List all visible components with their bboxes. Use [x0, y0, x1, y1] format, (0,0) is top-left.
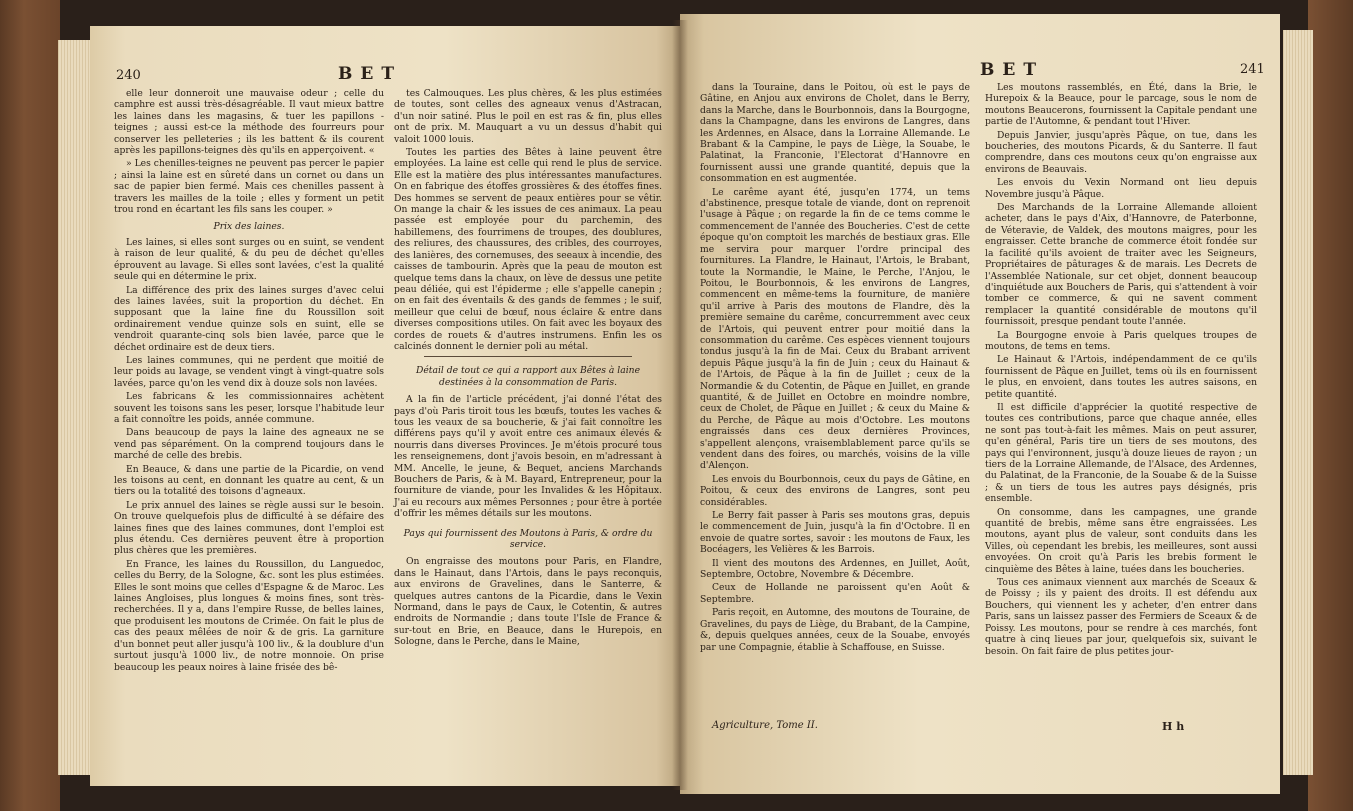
paragraph: On engraisse des moutons pour Paris, en Flandre, dans le Hainaut, dans l'Artois, dans le pays reconquis, aux environs de Gravelines, dans le Santerre, & quelques autres cantons de la Picardie, dans le Vexin Normand, dans le pays de Caux, le Cotentin, & autres endroits de Normandie ; dans toute l'Isle de France & sur-tout en Brie, en Beauce, dans le Hurepois, en Sologne, dans le Perche, dans le Maine, — [394, 556, 662, 648]
paragraph: Ceux de Hollande ne paroissent qu'en Août & Septembre. — [700, 582, 970, 605]
page-number: 240 — [116, 68, 141, 83]
text-column-2 — [394, 88, 662, 650]
paragraph: dans la Touraine, dans le Poitou, où est le pays de Gâtine, en Anjou aux environs de Cholet, dans le Berry, dans la Marche, dans le Bourbonnois, dans la Bourgogne, dans la Champagne, dans les environs de Langres, dans les Ardennes, en Alsace, dans la Lorraine Allemande. Le Brabant & la Campine, le pays de Liège, la Souabe, le Palatinat, la Franconie, l'Electorat d'Hannovre en fournissent aussi une grande quantité, depuis que la consommation en est augmentée. — [700, 82, 970, 185]
paragraph: Il vient des moutons des Ardennes, en Juillet, Août, Septembre, Octobre, Novembre & Décembre. — [700, 557, 970, 581]
section-heading: Pays qui fournissent des Moutons à Paris, & ordre du service. — [403, 527, 653, 551]
paragraph: tes Calmouques. Les plus chères, & les plus estimées de toutes, sont celles des agneaux venus d'Astracan, d'un noir satiné. Plus le poil en est ras & fin, plus elles ont de prix. M. Mauquart a vu un dessus d'habit qui valoit 1000 louis. — [394, 88, 662, 145]
paragraph: Les laines, si elles sont surges ou en suint, se vendent à raison de leur qualité, & du peu de déchet qu'elles éprouvent au lavage. Si elles sont lavées, c'est la qualité seule qui en détermine le prix. — [114, 236, 384, 283]
paragraph: En France, les laines du Roussillon, du Languedoc, celles du Berry, de la Sologne, &c. sont les plus estimées. Elles le sont moins que celles d'Espagne & de Maroc. Les laines Angloises, plus longues & moins fines, sont très-recherchées. Il y a, dans l'empire Russe, de belles laines, que produisent les moutons de Crimée. On fait le plus de cas des peaux mêlées de noir & de gris. La garniture d'un bonnet peut aller jusqu'à 100 liv., & la doublure d'un surtout jusqu'à 1000 liv., de notre monnoie. On prise beaucoup les peaux noires à laine frisée des bê- — [114, 558, 384, 673]
right-page — [680, 14, 1280, 794]
text-column-2 — [985, 82, 1257, 659]
text-column-1 — [114, 88, 384, 675]
page-footer: Agriculture, Tome II. — [712, 720, 818, 731]
paragraph: Les laines communes, qui ne perdent que moitié de leur poids au lavage, se vendent vingt à vingt-quatre sols lavées, parce qu'on les vend dix à douze sols non lavées. — [114, 354, 384, 389]
paragraph: » Les chenilles-teignes ne peuvent pas percer le papier ; ainsi la laine est en sûreté dans un cornet ou dans un sac de papier bien fermé. Mais ces chenilles passent à travers les mailles de la toile ; elles y forment un petit trou rond en écartant les fils sans les couper. » — [114, 158, 384, 216]
paragraph: Le carême ayant été, jusqu'en 1774, un tems d'abstinence, presque totale de viande, dont on reprenoit l'usage à Pâque ; on regarde la fin de ce tems comme le commencement de l'année des Boucheries. C'est de cette époque qu'on comptoit les marchés de bestiaux gras. Elle me servira pour marquer l'ordre principal des fournitures. La Flandre, le Hainaut, l'Artois, le Brabant, toute la Normandie, le Maine, le Perche, l'Anjou, le Poitou, le Bourbonnois, & les environs de Langres, commencent en même-tems la fourniture, de manière qu'il arrive à Paris des moutons de Flandre, dès la première semaine du carême, concurremment avec ceux de l'Artois, qui peuvent entrer pour moitié dans la consommation du carême. Ces espèces viennent toujours tondus jusqu'à la fin de Mai. Ceux du Brabant arrivent depuis Pâque jusqu'à la fin de Juin ; ceux du Hainaut & de l'Artois, de Pâque à la fin de Juillet ; ceux de la Normandie & du Cotentin, de Pâque en Juillet, en grande quantité, & de Juillet en Octobre en moindre nombre, ceux de Cholet, de Pâque en Juillet ; & ceux du Maine & du Perche, de Pâque au mois d'Octobre. Les moutons engraissés dans ces deux dernières Provinces, s'appellent alençons, vraisemblablement parce qu'ils se vendent dans des foires, ou marchés, voisins de la ville d'Alençon. — [700, 186, 970, 472]
paragraph: Le Hainaut & l'Artois, indépendamment de ce qu'ils fournissent de Pâque en Juillet, tems où ils en fournissent le plus, en envoient, dans toutes les autres saisons, en petite quantité. — [985, 354, 1257, 400]
running-head: BET — [980, 60, 1044, 80]
text-column-1 — [700, 82, 970, 655]
paragraph: Il est difficile d'apprécier la quotité respective de toutes ces contributions, parce que chaque année, elles ne sont pas tout-à-fait les mêmes. Mais on peut assurer, qu'en général, Paris tire un tiers de ses moutons, des pays qui l'environnent, jusqu'à douze lieues de rayon ; un tiers de la Lorraine Allemande, de l'Alsace, des Ardennes, du Palatinat, de la Franconie, de la Souabe & de la Suisse ; & un tiers de tous les autres pays désignés, pris ensemble. — [985, 401, 1257, 505]
section-heading: Prix des laines. — [213, 221, 285, 233]
paragraph: Depuis Janvier, jusqu'après Pâque, on tue, dans les boucheries, des moutons Picards, & du Santerre. Il faut comprendre, dans ces moutons ceux qu'on engraisse aux environs de Beauvais. — [985, 129, 1257, 175]
paragraph: Toutes les parties des Bêtes à laine peuvent être employées. La laine est celle qui rend le plus de service. Elle est la matière des plus intéressantes manufactures. On en fabrique des étoffes grossières & des étoffes fines. Des hommes se servent de peaux entières pour se vêtir. On mange la chair & les issues de ces animaux. La peau passée est employée pour du parchemin, des habillemens, des fourrimens de troupes, des doublures, des reliures, des chaussures, des cribles, des courroyes, des lanières, des cornemuses, des seeaux à incendie, des caisses de tambourin. Après que la peau de mouton est quelque tems dans la chaux, on lève de dessus une petite peau déliée, qui est l'épiderme ; elle s'appelle canepin ; on en fait des éventails & des gands de femmes ; le suif, meilleur que celui de bœuf, nous éclaire & entre dans diverses compositions utiles. On fait avec les boyaux des cordes de rouets & d'autres instrumens. Enfin les os calcinés donnent le dernier poli au métal. — [394, 147, 662, 352]
paragraph: La Bourgogne envoie à Paris quelques troupes de moutons, de tems en tems. — [985, 329, 1257, 352]
paragraph: Tous ces animaux viennent aux marchés de Sceaux & de Poissy ; ils y paient des droits. Il est défendu aux Bouchers, qui viennent les y acheter, d'en entrer dans Paris, sans un laissez passer des Fermiers de Sceaux & de Poissy. Les moutons, pour se rendre à ces marchés, font quatre à cinq lieues par jour, quelquefois six, suivant le besoin. On fait faire de plus petites jour- — [985, 577, 1257, 657]
paragraph: Les moutons rassemblés, en Été, dans la Brie, le Hurepoix & la Beauce, pour le parcage, sous le nom de moutons Beaucerons, fournissent la Capitale pendant une partie de l'Automne, & pendant tout l'Hiver. — [985, 82, 1257, 128]
page-edges-right — [1283, 30, 1313, 775]
running-head: BET — [338, 64, 402, 84]
book-cover-right — [1308, 0, 1353, 811]
paragraph: Des Marchands de la Lorraine Allemande alloient acheter, dans le pays d'Aix, d'Hannovre, de Paterbonne, de Véteravie, de Valdek, des moutons maigres, pour les engraisser. Cette branche de commerce étoit fondée sur la facilité qu'ils avoient de traiter avec les Seigneurs, Propriétaires de pâturages & de marais. Les Decrets de l'Assemblée Nationale, sur cet objet, donnent beaucoup d'inquiétude aux Bouchers de Paris, qui s'attendent à voir tomber ce commerce, & qui ne savent comment remplacer la quantité considérable de moutons qu'il fournissoit, presque pendant toute l'année. — [985, 202, 1257, 328]
paragraph: Les envois du Vexin Normand ont lieu depuis Novembre jusqu'à Pâque. — [985, 177, 1257, 200]
paragraph: Le prix annuel des laines se règle aussi sur le besoin. On trouve quelquefois plus de difficulté à se défaire des laines fines que des laines communes, dont l'emploi est plus étendu. Ces dernières peuvent être à proportion plus chères que les premières. — [114, 499, 384, 557]
paragraph: On consomme, dans les campagnes, une grande quantité de brebis, même sans être engraissées. Les moutons, ayant plus de valeur, sont conduits dans les Villes, où cependant les brebis, les meilleures, sont aussi envoyées. On croit qu'à Paris les brebis forment le cinquième des Bêtes à laine, tuées dans les boucheries. — [985, 506, 1257, 575]
paragraph: Les envois du Bourbonnois, ceux du pays de Gâtine, en Poitou, & ceux des environs de Langres, sont peu considérables. — [700, 473, 970, 508]
signature-mark: H h — [1162, 720, 1185, 733]
paragraph: La différence des prix des laines surges d'avec celui des laines lavées, suit la proportion du déchet. En supposant que la laine fine du Roussillon soit ordinairement vendue quinze sols en suint, elle se vendroit quarante-cinq sols bien lavée, parce que le déchet ordinaire est de deux tiers. — [114, 284, 384, 353]
paragraph: En Beauce, & dans une partie de la Picardie, on vend les toisons au cent, en donnant les quatre au cent, & un tiers ou la totalité des toisons d'agneaux. — [114, 463, 384, 498]
paragraph: elle leur donneroit une mauvaise odeur ; celle du camphre est aussi très-désagréable. Il vaut mieux battre les laines dans les magasins, & tuer les papillons - teignes ; aussi est-ce la méthode des fourreurs pour conserver les pelleteries ; ils les battent & ils courent après les papillons-teignes dès qu'ils en apperçoivent. « — [114, 88, 384, 157]
paragraph: Paris reçoit, en Automne, des moutons de Touraine, de Gravelines, du pays de Liège, du Brabant, de la Campine, &, depuis quelques années, ceux de la Souabe, envoyés par une Compagnie, établie à Schaffouse, en Suisse. — [700, 607, 970, 653]
page-number: 241 — [1240, 62, 1265, 77]
paragraph: A la fin de l'article précédent, j'ai donné l'état des pays d'où Paris tiroit tous les bœufs, toutes les vaches & tous les veaux de sa boucherie, & j'ai fait connoître les différens pays qu'il y avoit entre ces animaux élevés & nourris dans diverses Provinces. Je m'étois procuré tous les renseignemens, dont j'avois besoin, en m'adressant à MM. Ancelle, le jeune, & Bequet, anciens Marchands Bouchers de Paris, & à M. Bayard, Entrepreneur, pour la fourniture de viande, pour les Invalides & les Hôpitaux. J'ai eu recours aux mêmes Personnes ; pour être à portée d'offrir les mêmes détails sur les moutons. — [394, 394, 662, 520]
book-cover-left — [0, 0, 60, 811]
page-edges-left — [58, 40, 92, 775]
paragraph: Le Berry fait passer à Paris ses moutons gras, depuis le commencement de Juin, jusqu'à la fin d'Octobre. Il en envoie de quatre sortes, savoir : les moutons de Faux, les Bocéagers, les Velières & les Barrois. — [700, 510, 970, 556]
section-heading: Détail de tout ce qui a rapport aux Bêtes à laine destinées à la consommation de Paris. — [415, 365, 641, 388]
paragraph: Dans beaucoup de pays la laine des agneaux ne se vend pas séparément. On la comprend toujours dans le marché de celle des brebis. — [114, 427, 384, 462]
left-page — [90, 26, 680, 786]
section-rule — [424, 356, 632, 357]
book-gutter — [672, 20, 688, 790]
paragraph: Les fabricans & les commissionnaires achètent souvent les toisons sans les peser, lorsque l'habitude leur a fait connoître les poids, année commune. — [114, 391, 384, 425]
